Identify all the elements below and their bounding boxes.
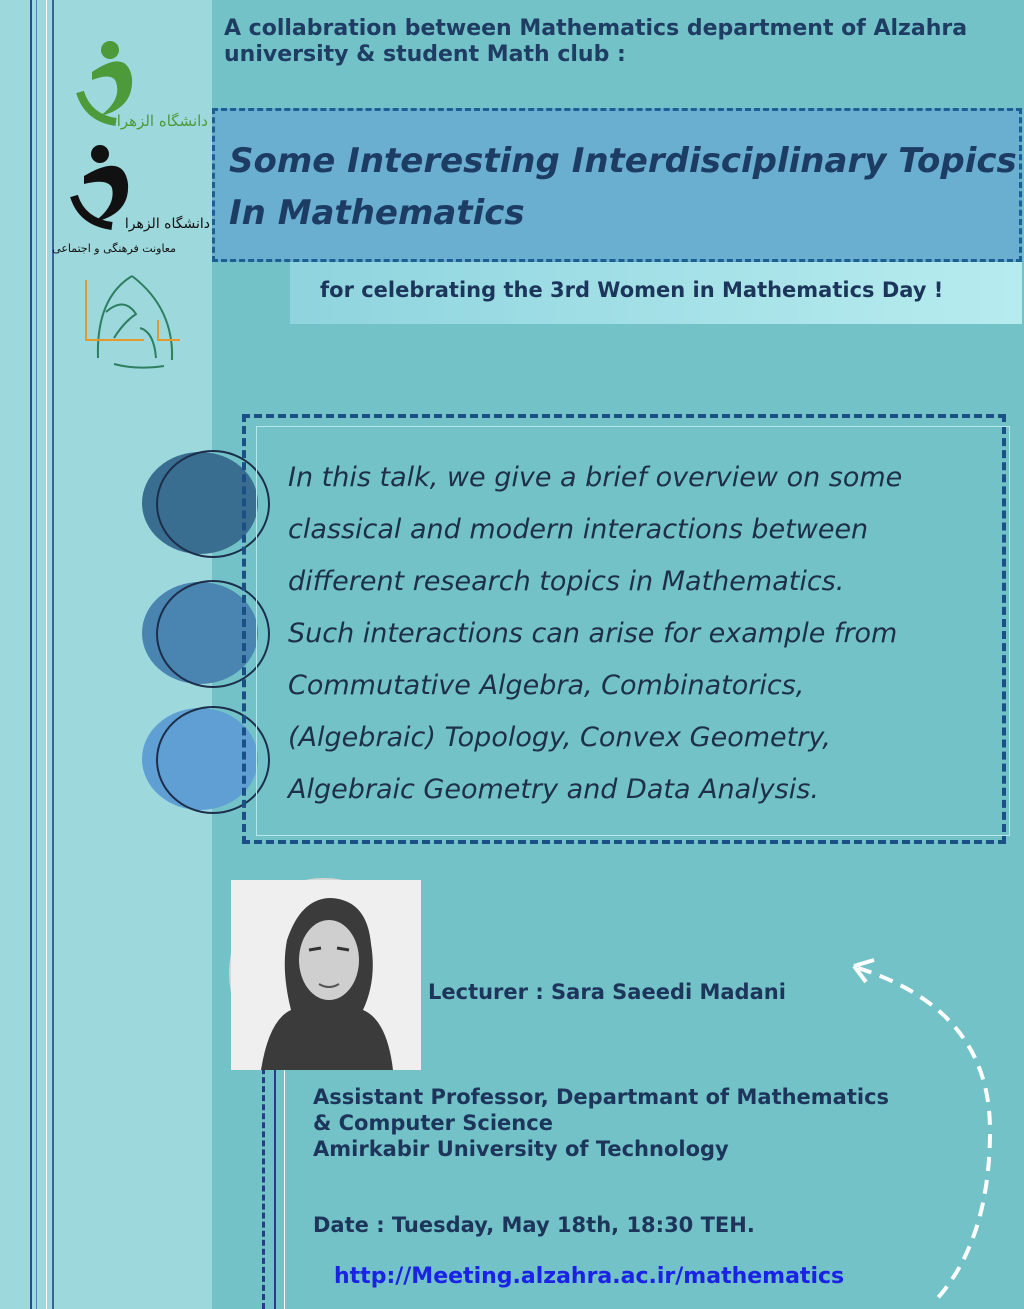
collaboration-line: university & student Math club : bbox=[224, 42, 626, 67]
title-line: Some Interesting Interdisciplinary Topics bbox=[229, 141, 1017, 181]
title-line: In Mathematics bbox=[229, 193, 525, 233]
alzahra-university-logo-green bbox=[72, 20, 212, 135]
vertical-line bbox=[46, 0, 47, 1309]
meeting-link[interactable]: http://Meeting.alzahra.ac.ir/mathematics bbox=[334, 1264, 845, 1289]
collaboration-text bbox=[224, 16, 1004, 68]
collaboration-line: A collabration between Mathematics department of Alzahra bbox=[224, 16, 968, 41]
subtitle: for celebrating the 3rd Women in Mathematics Day ! bbox=[320, 278, 944, 302]
subtitle-band bbox=[290, 262, 1022, 324]
logo-subtext: معاونت فرهنگی و اجتماعی bbox=[52, 242, 176, 255]
affiliation-line: Assistant Professor, Departmant of Mathematics bbox=[313, 1085, 890, 1109]
dashed-arrow-icon bbox=[840, 950, 1024, 1309]
logo-text: دانشگاه الزهرا bbox=[124, 216, 210, 232]
logo-text: دانشگاه الزهرا bbox=[116, 112, 208, 130]
speaker-line bbox=[284, 1060, 285, 1309]
alzahra-university-logo-black bbox=[52, 140, 212, 260]
abstract-text: In this talk, we give a brief overview on some classical and modern interactions between different research topics in Mathematics. Such interactions can arise for example from Commutative Algebra, Combinatorics, (Algebraic) Topology, Convex Geometry, Algebraic Geometry and Data Analysis. bbox=[288, 462, 903, 805]
vertical-line bbox=[36, 0, 37, 1309]
event-date: Date : Tuesday, May 18th, 18:30 TEH. bbox=[313, 1213, 755, 1237]
affiliation-line: Amirkabir University of Technology bbox=[313, 1137, 729, 1161]
lecturer-name: Lecturer : Sara Saeedi Madani bbox=[428, 980, 786, 1004]
math-club-logo bbox=[84, 268, 184, 374]
vertical-line bbox=[30, 0, 32, 1309]
page-title bbox=[229, 135, 1019, 239]
title-box bbox=[212, 108, 1022, 262]
affiliation-line: & Computer Science bbox=[313, 1111, 553, 1135]
vertical-line bbox=[52, 0, 54, 1309]
speaker-line bbox=[274, 1050, 276, 1309]
speaker-photo bbox=[229, 878, 419, 1068]
speaker-line bbox=[262, 1050, 265, 1309]
